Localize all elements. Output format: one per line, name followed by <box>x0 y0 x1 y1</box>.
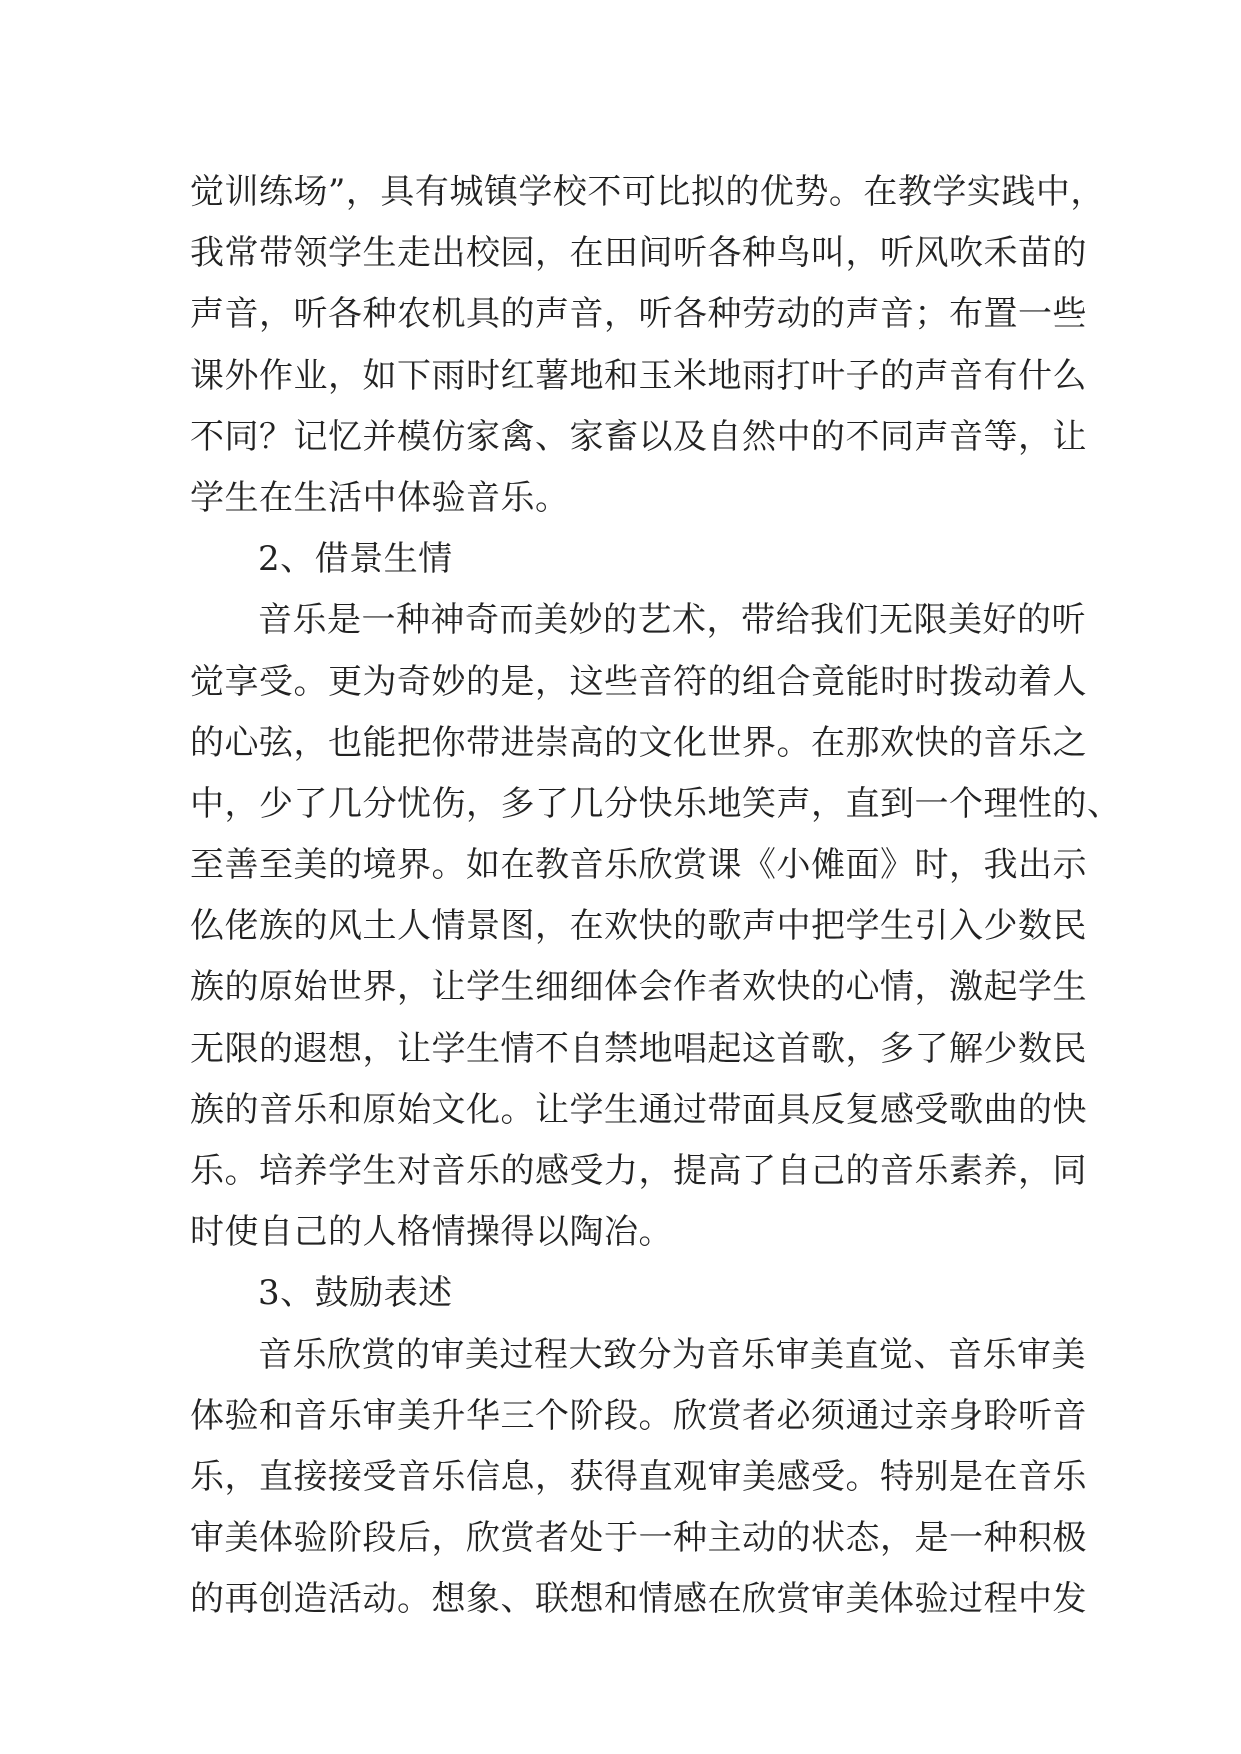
text-line: 时使自己的人格情操得以陶冶。 <box>190 1212 673 1253</box>
text-line: 无限的遐想，让学生情不自禁地唱起这首歌，多了解少数民 <box>190 1028 1087 1069</box>
text-line: 乐，直接接受音乐信息，获得直观审美感受。特别是在音乐 <box>190 1456 1087 1497</box>
text-line: 音乐欣赏的审美过程大致分为音乐审美直觉、音乐审美 <box>258 1334 1086 1375</box>
text-line: 3、鼓励表述 <box>258 1273 453 1314</box>
text-line: 不同？记忆并模仿家禽、家畜以及自然中的不同声音等，让 <box>190 416 1087 457</box>
text-line: 的再创造活动。想象、联想和情感在欣赏审美体验过程中发 <box>190 1579 1087 1620</box>
text-line: 音乐是一种神奇而美妙的艺术，带给我们无限美好的听 <box>258 600 1086 641</box>
text-line: 学生在生活中体验音乐。 <box>190 477 570 518</box>
text-line: 课外作业，如下雨时红薯地和玉米地雨打叶子的声音有什么 <box>190 355 1087 396</box>
text-line: 仫佬族的风土人情景图，在欢快的歌声中把学生引入少数民 <box>190 906 1087 947</box>
text-line: 至善至美的境界。如在教音乐欣赏课《小傩面》时，我出示 <box>190 845 1087 886</box>
text-line: 的心弦，也能把你带进崇高的文化世界。在那欢快的音乐之 <box>190 722 1087 763</box>
text-line: 声音，听各种农机具的声音，听各种劳动的声音；布置一些 <box>190 294 1087 335</box>
text-line: 2、借景生情 <box>258 539 453 580</box>
text-line: 我常带领学生走出校园，在田间听各种鸟叫，听风吹禾苗的 <box>190 233 1087 274</box>
text-line: 乐。培养学生对音乐的感受力，提高了自己的音乐素养，同 <box>190 1151 1087 1191</box>
text-line: 中，少了几分忧伤，多了几分快乐地笑声，直到一个理性的、 <box>190 783 1122 824</box>
text-line: 族的音乐和原始文化。让学生通过带面具反复感受歌曲的快 <box>190 1089 1087 1130</box>
text-line: 审美体验阶段后，欣赏者处于一种主动的状态，是一种积极 <box>190 1518 1087 1559</box>
text-line: 觉享受。更为奇妙的是，这些音符的组合竟能时时拨动着人 <box>190 661 1087 702</box>
text-line: 觉训练场”，具有城镇学校不可比拟的优势。在教学实践中， <box>190 172 1105 212</box>
body-text <box>190 162 1122 1631</box>
text-line: 体验和音乐审美升华三个阶段。欣赏者必须通过亲身聆听音 <box>190 1395 1087 1436</box>
text-line: 族的原始世界，让学生细细体会作者欢快的心情，激起学生 <box>190 967 1087 1008</box>
